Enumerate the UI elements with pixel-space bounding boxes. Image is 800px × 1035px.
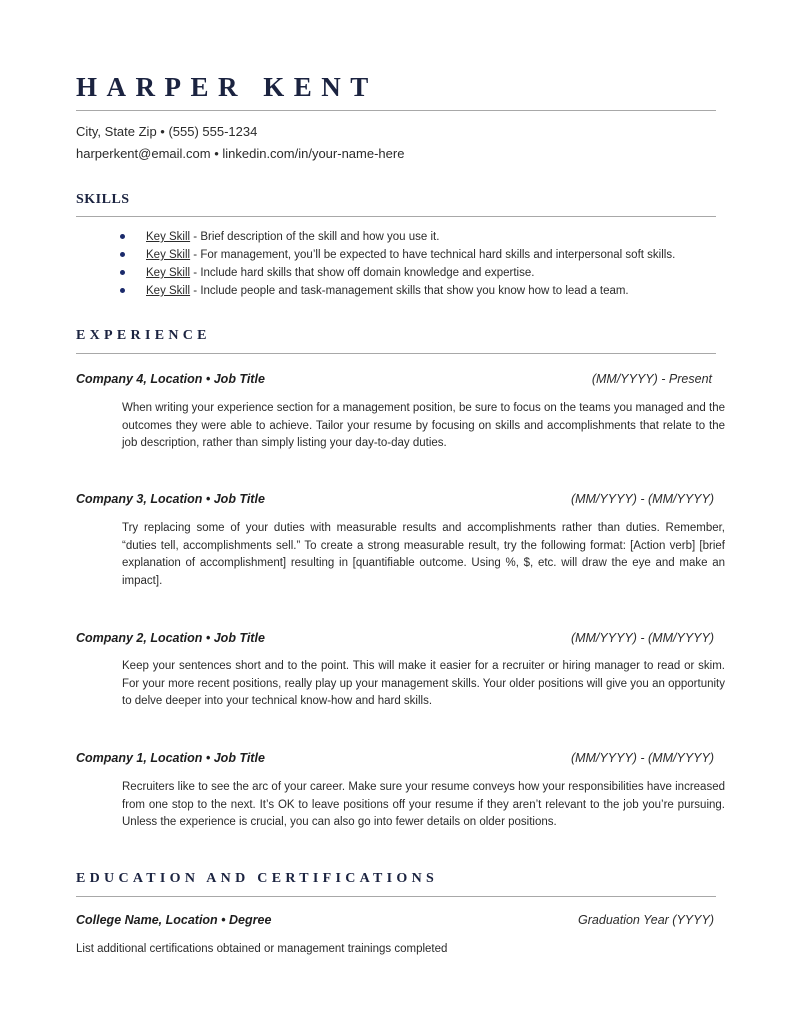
skills-heading: SKILLS	[76, 192, 130, 207]
education-heading: EDUCATION AND CERTIFICATIONS	[76, 871, 439, 886]
skill-name: Key Skill	[146, 267, 191, 279]
job-description: When writing your experience section for a management position, be sure to focus on the teams you managed and the outcomes they were able to achieve. Tailor your resume by focusing on skills and accomplishments that relate to the job description, rather than simply listing your day-to-day duties.	[122, 402, 725, 450]
job-header	[76, 751, 714, 765]
skill-name: Key Skill	[146, 231, 191, 243]
job-dates: (MM/YYYY) - (MM/YYYY)	[570, 751, 714, 765]
job-dates: (MM/YYYY) - (MM/YYYY)	[570, 492, 714, 506]
skills-list	[120, 228, 720, 300]
job-title: Company 1, Location • Job Title	[76, 751, 265, 765]
job-header	[76, 372, 714, 386]
job-title: Company 4, Location • Job Title	[76, 372, 265, 386]
skill-name: Key Skill	[146, 249, 191, 261]
contact-address-phone: City, State Zip • (555) 555-1234	[76, 124, 258, 139]
contact-email-linkedin: harperkent@email.com • linkedin.com/in/your-name-here	[76, 146, 405, 161]
resume-name: HARPER KENT	[76, 72, 378, 102]
job-header	[76, 631, 714, 645]
skill-description: - For management, you’ll be expected to have technical hard skills and interpersonal soft skills.	[190, 249, 676, 261]
skill-item	[120, 228, 720, 246]
skill-item	[120, 264, 720, 282]
header-divider	[76, 110, 716, 111]
job-dates: (MM/YYYY) - (MM/YYYY)	[570, 631, 714, 645]
graduation-date: Graduation Year (YYYY)	[578, 913, 714, 927]
education-header	[76, 913, 714, 927]
job-dates: (MM/YYYY) - Present	[591, 372, 712, 386]
job-header	[76, 492, 714, 506]
education-divider	[76, 896, 716, 897]
education-title: College Name, Location • Degree	[76, 913, 272, 927]
skill-description: - Include hard skills that show off domain knowledge and expertise.	[190, 267, 535, 279]
job-description: Keep your sentences short and to the point. This will make it easier for a recruiter or hiring manager to read or skim. For your more recent positions, really play up your management skills. Your older positions will give you an opportunity to delve deeper into your technical know-how and hard skills.	[122, 660, 725, 708]
education-note: List additional certifications obtained or management trainings completed	[76, 943, 448, 955]
skill-name: Key Skill	[146, 285, 191, 297]
experience-heading: EXPERIENCE	[76, 328, 211, 343]
skill-description: - Include people and task-management skills that show you know how to lead a team.	[190, 285, 629, 297]
job-description: Try replacing some of your duties with measurable results and accomplishments rather than duties. Remember, “duties tell, accomplishments sell.” To create a strong measurable result, try the following format: [Action verb] [brief explanation of accomplishment] resulting in [quantifiable outcome. Using %, $, etc. will draw the eye and make an impact].	[122, 522, 725, 587]
job-title: Company 2, Location • Job Title	[76, 631, 265, 645]
job-title: Company 3, Location • Job Title	[76, 492, 265, 506]
bullet-dot-icon	[120, 288, 125, 293]
experience-divider	[76, 353, 716, 354]
bullet-dot-icon	[120, 234, 125, 239]
bullet-dot-icon	[120, 270, 125, 275]
bullet-dot-icon	[120, 252, 125, 257]
skill-item	[120, 246, 720, 264]
job-description: Recruiters like to see the arc of your career. Make sure your resume conveys how your responsibilities have increased from one stop to the next. It’s OK to leave positions off your resume if they aren’t relevant to the job you’re pursuing. Unless the experience is crucial, you can also go into fewer details on older positions.	[122, 781, 725, 829]
skill-description: - Brief description of the skill and how you use it.	[190, 231, 440, 243]
skill-item	[120, 282, 720, 300]
skills-divider	[76, 216, 716, 217]
